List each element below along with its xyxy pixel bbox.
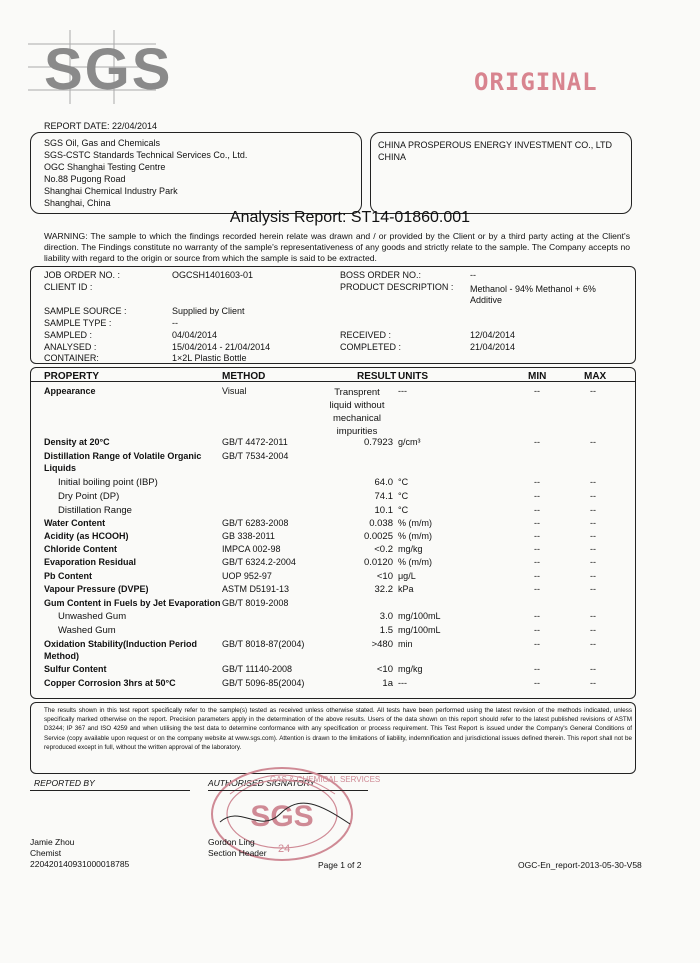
table-cell-property: Washed Gum (58, 625, 116, 636)
table-cell-property: Copper Corrosion 3hrs at 50°C (44, 678, 176, 688)
table-cell-method: GB/T 6283-2008 (222, 518, 289, 528)
seal-ring-text: GAS & CHEMICAL SERVICES (270, 775, 381, 784)
product-desc-label: PRODUCT DESCRIPTION : (340, 282, 454, 292)
table-cell-max: -- (590, 505, 596, 515)
analysed-label: ANALYSED : (44, 342, 97, 352)
lab-line: No.88 Pugong Road (44, 174, 126, 184)
table-cell-min: -- (534, 625, 540, 635)
sample-source-label: SAMPLE SOURCE : (44, 306, 127, 316)
table-cell-max: -- (590, 625, 596, 635)
table-cell-result: >480 (371, 639, 393, 650)
lab-line: SGS Oil, Gas and Chemicals (44, 138, 161, 148)
table-cell-unit: --- (398, 678, 407, 688)
table-cell-method: GB/T 6324.2-2004 (222, 557, 296, 567)
table-cell-min: -- (534, 584, 540, 594)
table-cell-min: -- (534, 571, 540, 581)
sampled-value: 04/04/2014 (172, 330, 218, 340)
table-cell-unit: °C (398, 505, 409, 515)
table-cell-result: <10 (376, 571, 393, 582)
warning-text: WARNING: The sample to which the findings recorded herein relate was drawn and / or provided by the Client or by a third party acting at the Client's direction. The Findings constitute no warranty of the sample's representativeness of any goods and strictly relate to the sample. The Company accepts no liability with regard to the origin or source from which the sample is said to be extracted. (44, 231, 630, 264)
table-cell-result: 0.0025 (363, 531, 393, 542)
table-cell-property: Acidity (as HCOOH) (44, 531, 129, 541)
boss-order-label: BOSS ORDER NO.: (340, 270, 422, 280)
table-cell-property: Liquids (44, 463, 76, 473)
table-cell-method: UOP 952-97 (222, 571, 272, 581)
table-cell-unit: --- (398, 386, 407, 396)
table-cell-min: -- (534, 437, 540, 447)
table-cell-property: Distillation Range (58, 505, 132, 516)
table-cell-min: -- (534, 386, 540, 396)
table-cell-unit: g/cm³ (398, 437, 421, 447)
client-address (378, 139, 612, 163)
container-label: CONTAINER: (44, 353, 99, 363)
table-cell-max: -- (590, 557, 596, 567)
table-cell-max: -- (590, 477, 596, 487)
table-cell-property: Appearance (44, 386, 96, 396)
col-min: MIN (528, 371, 547, 382)
col-units: UNITS (398, 371, 428, 382)
table-cell-max: -- (590, 678, 596, 688)
page-number: Page 1 of 2 (318, 860, 362, 870)
table-cell-unit: °C (398, 491, 409, 501)
table-cell-property: Dry Point (DP) (58, 491, 120, 502)
table-cell-method: IMPCA 002-98 (222, 544, 281, 554)
table-cell-max: -- (590, 664, 596, 674)
table-cell-method: Visual (222, 386, 247, 396)
sampled-label: SAMPLED : (44, 330, 93, 340)
table-cell-min: -- (534, 557, 540, 567)
table-cell-min: -- (534, 678, 540, 688)
logo-text: SGS (44, 37, 173, 102)
client-line: CHINA (378, 152, 407, 162)
seal-text: SGS (250, 800, 314, 833)
table-cell-method: ASTM D5191-13 (222, 584, 290, 594)
boss-order-value: -- (470, 270, 476, 280)
report-code: 220420140931000018785 (30, 859, 130, 869)
table-cell-method: GB 338-2011 (222, 531, 275, 541)
received-value: 12/04/2014 (470, 330, 516, 340)
analysed-value: 15/04/2014 - 21/04/2014 (172, 342, 271, 352)
table-cell-method: GB/T 8019-2008 (222, 598, 289, 608)
table-cell-max: -- (590, 518, 596, 528)
table-cell-unit: % (m/m) (398, 518, 432, 528)
seal-number: 24 (278, 843, 291, 855)
table-cell-min: -- (534, 611, 540, 621)
result-line: liquid without (329, 400, 385, 411)
lab-address (44, 137, 247, 209)
product-desc-value: Methanol - 94% Methanol + 6% (470, 284, 596, 294)
table-cell-min: -- (534, 639, 540, 649)
table-cell-unit: % (m/m) (398, 531, 432, 541)
table-cell-max: -- (590, 639, 596, 649)
table-cell-min: -- (534, 518, 540, 528)
table-cell-max: -- (590, 531, 596, 541)
table-cell-max: -- (590, 544, 596, 554)
table-cell-method: GB/T 5096-85(2004) (222, 678, 305, 688)
original-stamp: ORIGINAL (474, 68, 598, 96)
result-line: impurities (336, 426, 378, 437)
table-cell-method: GB/T 8018-87(2004) (222, 639, 305, 649)
received-label: RECEIVED : (340, 330, 392, 340)
sample-type-value: -- (172, 318, 178, 328)
sample-source-value: Supplied by Client (172, 306, 245, 316)
reporter-title: Chemist (30, 848, 62, 858)
table-cell-unit: % (m/m) (398, 557, 432, 567)
completed-label: COMPLETED : (340, 342, 402, 352)
table-cell-result: 0.038 (369, 518, 393, 529)
table-cell-property: Unwashed Gum (58, 611, 127, 622)
table-cell-unit: kPa (398, 584, 414, 594)
table-cell-method: GB/T 4472-2011 (222, 437, 288, 447)
lab-line: Shanghai Chemical Industry Park (44, 186, 178, 196)
table-cell-result: 64.0 (374, 477, 393, 488)
table-cell-property: Sulfur Content (44, 664, 107, 674)
sample-type-label: SAMPLE TYPE : (44, 318, 112, 328)
job-order-value: OGCSH1401603-01 (172, 270, 254, 280)
table-cell-min: -- (534, 531, 540, 541)
result-line: mechanical (332, 413, 382, 424)
result-line: Transprent (334, 387, 380, 398)
table-cell-property: Method) (44, 651, 79, 661)
product-desc-value-2: Additive (470, 295, 503, 305)
reporter-name: Jamie Zhou (30, 837, 75, 847)
col-method: METHOD (222, 371, 266, 382)
doc-reference: OGC-En_report-2013-05-30-V58 (518, 860, 642, 870)
table-cell-property: Density at 20°C (44, 437, 110, 447)
table-cell-max: -- (590, 611, 596, 621)
table-cell-property: Vapour Pressure (DVPE) (44, 584, 149, 594)
lab-line: SGS-CSTC Standards Technical Services Co., Ltd. (44, 150, 248, 160)
table-cell-property: Pb Content (44, 571, 92, 581)
table-cell-min: -- (534, 491, 540, 501)
table-cell-result: 0.0120 (363, 557, 393, 568)
table-cell-unit: mg/100mL (398, 625, 441, 635)
signatory-name: Gordon Ling (208, 837, 255, 847)
table-cell-unit: mg/100mL (398, 611, 441, 621)
signatory-title: Section Header (208, 848, 267, 858)
col-property: PROPERTY (44, 371, 100, 382)
table-cell-result: 1a (382, 678, 393, 689)
col-result: RESULT (357, 371, 397, 382)
table-cell-unit: mg/kg (398, 664, 423, 674)
table-cell-result: <0.2 (374, 544, 393, 555)
disclaimer-text: The results shown in this test report specifically refer to the sample(s) tested as received unless otherwise stated. All tests have been performed using the latest revision of the methods indicated, unless specifically marked otherwise on the report. Precision parameters apply in the determination of the above results. Users of the data shown on this report should refer to the latest published revisions of ASTM D3244; IP 367 and ISO 4259 and when utilising the test data to determine conformance with any specification or process requirement. This Test Report is issued under the Company's General Conditions of Service (copy available upon request or on the company website at www.sgs.com). Attention is drawn to the limitations of liability, indemnification and jurisdictional issues defined therein. This report shall not be reproduced except in full, without the written approval of the laboratory. (44, 707, 632, 751)
job-order-label: JOB ORDER NO. : (44, 270, 121, 280)
table-cell-max: -- (590, 571, 596, 581)
table-cell-unit: °C (398, 477, 409, 487)
table-cell-result: 10.1 (374, 505, 393, 516)
table-cell-method: GB/T 7534-2004 (222, 451, 289, 461)
table-cell-max: -- (590, 386, 596, 396)
table-cell-unit: min (398, 639, 413, 649)
completed-value: 21/04/2014 (470, 342, 516, 352)
table-cell-property: Water Content (44, 518, 106, 528)
table-cell-property: Evaporation Residual (44, 557, 137, 567)
client-id-label: CLIENT ID : (44, 282, 93, 292)
table-cell-result: <10 (376, 664, 393, 675)
table-cell-unit: mg/kg (398, 544, 423, 554)
table-cell-max: -- (590, 437, 596, 447)
reported-by-rule (30, 790, 190, 791)
table-cell-property: Chloride Content (44, 544, 117, 554)
table-cell-method: GB/T 11140-2008 (222, 664, 293, 674)
appearance-result (322, 386, 392, 438)
report-date: REPORT DATE: 22/04/2014 (44, 121, 158, 131)
table-cell-property: Gum Content in Fuels by Jet Evaporation (44, 598, 221, 608)
table-cell-min: -- (534, 544, 540, 554)
report-title: Analysis Report: ST14-01860.001 (229, 209, 471, 226)
table-cell-min: -- (534, 505, 540, 515)
table-cell-min: -- (534, 477, 540, 487)
table-cell-result: 32.2 (374, 584, 393, 595)
col-max: MAX (584, 371, 607, 382)
table-cell-result: 1.5 (379, 625, 393, 636)
reported-by-label: REPORTED BY (34, 778, 95, 788)
table-cell-property: Initial boiling point (IBP) (58, 477, 158, 488)
table-cell-result: 3.0 (379, 611, 393, 622)
authorised-label: AUTHORISED SIGNATORY (208, 778, 316, 788)
client-line: CHINA PROSPEROUS ENERGY INVESTMENT CO., LTD (378, 140, 613, 150)
table-cell-max: -- (590, 491, 596, 501)
table-cell-min: -- (534, 664, 540, 674)
authorised-rule (208, 790, 368, 791)
container-value: 1×2L Plastic Bottle (172, 353, 247, 363)
lab-line: Shanghai, China (44, 198, 111, 208)
table-cell-result: 0.7923 (363, 437, 393, 448)
table-cell-max: -- (590, 584, 596, 594)
lab-line: OGC Shanghai Testing Centre (44, 162, 166, 172)
table-cell-result: 74.1 (374, 491, 393, 502)
table-cell-property: Distillation Range of Volatile Organic (44, 451, 202, 461)
table-cell-property: Oxidation Stability(Induction Period (44, 639, 198, 649)
table-cell-unit: μg/L (398, 571, 416, 581)
